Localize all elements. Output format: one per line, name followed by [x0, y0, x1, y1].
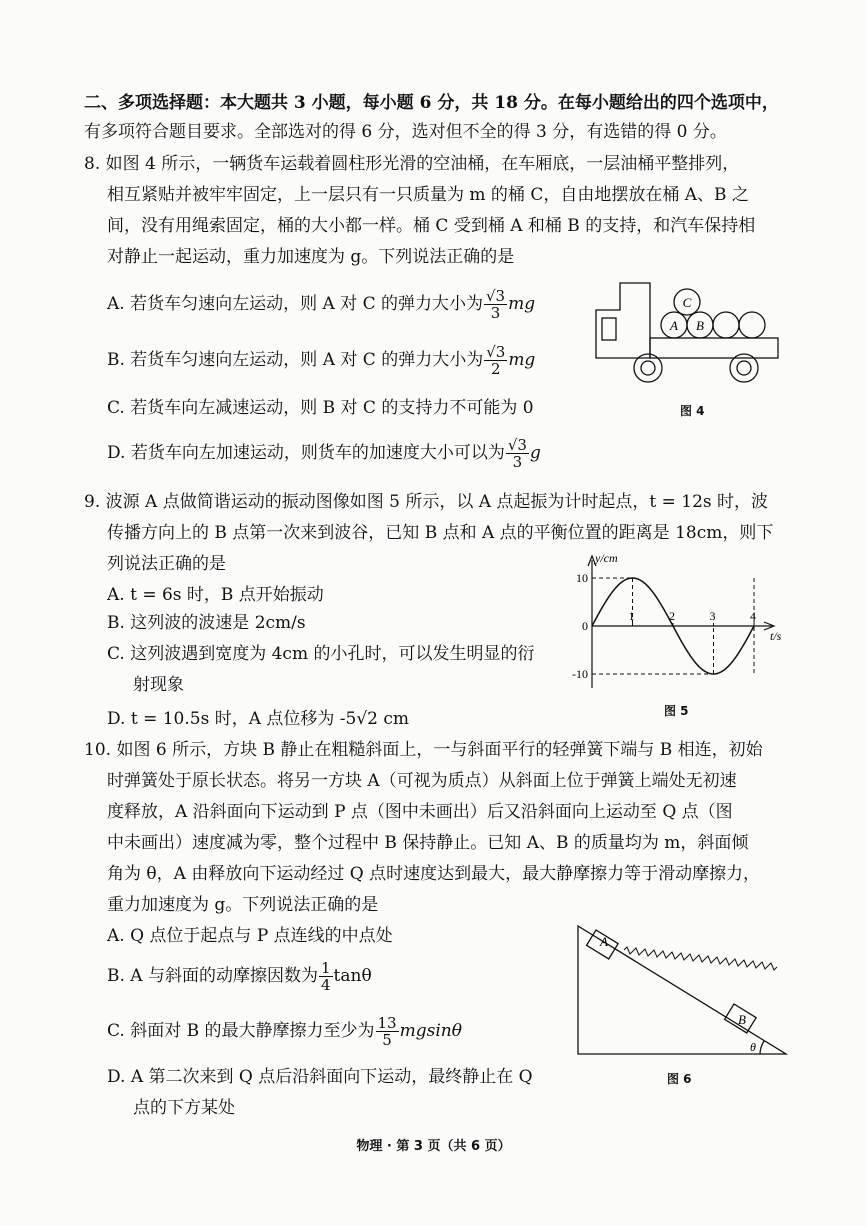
x-tick-label-4: 4	[750, 609, 756, 623]
block-b-label: B	[738, 1012, 746, 1027]
x-tick-label-1: 1	[628, 609, 635, 623]
q10-option-d-line1: D. A 第二次来到 Q 点后沿斜面向下运动，最终静止在 Q	[107, 1067, 533, 1087]
x-axis-label: t/s	[770, 629, 782, 643]
q10-stem-line4: 中未画出）速度减为零，整个过程中 B 保持静止。已知 A、B 的质量均为 m，斜面倾	[107, 833, 749, 853]
q10-stem-line6: 重力加速度为 g。下列说法正确的是	[107, 895, 379, 915]
q9-option-c-line2: 射现象	[133, 675, 184, 695]
figure-5-caption: 图 5	[664, 704, 689, 718]
q9-stem-line2: 传播方向上的 B 点第一次来到波谷，已知 B 点和 A 点的平衡位置的距离是 18cm，则下	[107, 523, 774, 543]
q8-option-a-text: A. 若货车匀速向左运动，则 A 对 C 的弹力大小为	[107, 294, 483, 314]
incline-triangle	[578, 926, 786, 1054]
x-tick-label-2: 2	[669, 609, 675, 623]
spring	[624, 947, 777, 970]
barrel-c-label: C	[682, 295, 692, 310]
section-header-line1: 二、多项选择题：本大题共 3 小题，每小题 6 分，共 18 分。在每小题给出的四个选项中，	[84, 93, 779, 113]
q10-option-c	[107, 1015, 462, 1048]
q10-stem-line2: 时弹簧处于原长状态。将另一方块 A（可视为质点）从斜面上位于弹簧上端处无初速	[107, 771, 737, 791]
q9-stem-line1: 9. 波源 A 点做简谐运动的振动图像如图 5 所示，以 A 点起振为计时起点，t = 12s 时，波	[84, 492, 769, 512]
q9-option-d: D. t = 10.5s 时，A 点位移为 -5√2 cm	[107, 709, 410, 729]
barrel-a-label: A	[670, 318, 678, 333]
q10-stem-line3: 度释放，A 沿斜面向下运动到 P 点（图中未画出）后又沿斜面向上运动至 Q 点（图	[107, 802, 733, 822]
angle-arc	[760, 1041, 764, 1054]
q8-option-b-text: B. 若货车匀速向左运动，则 A 对 C 的弹力大小为	[107, 350, 484, 370]
q9-option-c-line1: C. 这列波遇到宽度为 4cm 的小孔时，可以发生明显的衍	[107, 644, 535, 664]
q10-option-b	[107, 960, 372, 993]
q10-stem-line5: 角为 θ，A 由释放向下运动经过 Q 点时速度达到最大，最大静摩擦力等于滑动摩擦力，	[107, 864, 761, 884]
q9-stem-line3: 列说法正确的是	[107, 554, 226, 574]
q8-stem-line4: 对静止一起运动，重力加速度为 g。下列说法正确的是	[107, 247, 515, 267]
q8-option-a	[107, 288, 535, 321]
q8-option-d-fraction: $\frac{√3}{3}$	[507, 436, 527, 471]
q8-option-a-fraction: $\frac{√3}{3}$	[485, 287, 506, 322]
truck-figure	[592, 278, 792, 388]
x-tick-label-3: 3	[709, 609, 716, 623]
q8-option-d-unit: g	[529, 443, 541, 463]
q10-stem-line1: 10. 如图 6 所示，方块 B 静止在粗糙斜面上，一与斜面平行的轻弹簧下端与 B 相连，初始	[84, 740, 763, 760]
q10-option-d-line2: 点的下方某处	[133, 1098, 235, 1118]
q8-option-c: C. 若货车向左减速运动，则 B 对 C 的支持力不可能为 0	[107, 398, 534, 418]
q8-stem-line1: 8. 如图 4 所示，一辆货车运载着圆柱形光滑的空油桶，在车厢底，一层油桶平整排列，	[84, 154, 740, 174]
q8-option-b-fraction: $\frac{√3}{2}$	[486, 343, 506, 378]
figure-6-caption: 图 6	[667, 1072, 692, 1086]
vibration-chart	[558, 548, 798, 698]
q10-option-b-fraction: $\frac{1}{4}$	[320, 959, 331, 994]
q10-option-b-tail: tanθ	[333, 966, 372, 986]
q9-option-b: B. 这列波的波速是 2cm/s	[107, 613, 306, 633]
q8-option-a-unit: mg	[508, 294, 536, 314]
y-tick-label-2: -10	[572, 667, 588, 681]
y-tick-label-1: 0	[582, 619, 588, 633]
section-header-line2: 有多项符合题目要求。全部选对的得 6 分，选对但不全的得 3 分，有选错的得 0 分。	[84, 122, 727, 142]
q8-option-b-unit: mg	[508, 350, 536, 370]
q8-option-d-text: D. 若货车向左加速运动，则货车的加速度大小可以为	[107, 443, 505, 463]
incline-figure	[574, 920, 794, 1060]
q8-stem-line2: 相互紧贴并被牢牢固定，上一层只有一只质量为 m 的桶 C，自由地摆放在桶 A、B 之	[107, 185, 749, 205]
block-a-label: A	[600, 934, 608, 949]
q8-option-d	[107, 437, 541, 470]
figure-4-caption: 图 4	[680, 404, 705, 418]
y-axis-label: y/cm	[595, 551, 618, 565]
q10-option-b-text: B. A 与斜面的动摩擦因数为	[107, 966, 318, 986]
q8-stem-line3: 间，没有用绳索固定，桶的大小都一样。桶 C 受到桶 A 和桶 B 的支持，和汽车保持相	[107, 216, 756, 236]
q10-option-c-text: C. 斜面对 B 的最大静摩擦力至少为	[107, 1021, 375, 1041]
angle-label: θ	[750, 1040, 756, 1054]
q10-option-a: A. Q 点位于起点与 P 点连线的中点处	[107, 926, 393, 946]
barrel-b-label: B	[696, 318, 704, 333]
y-tick-label-0: 10	[576, 571, 588, 585]
q10-option-c-fraction: $\frac{13}{5}$	[377, 1014, 397, 1049]
q8-option-b	[107, 344, 535, 377]
q10-option-c-tail: mgsinθ	[399, 1021, 462, 1041]
q9-option-a: A. t = 6s 时，B 点开始振动	[107, 585, 324, 605]
page-footer: 物理 · 第 3 页（共 6 页）	[356, 1139, 511, 1154]
